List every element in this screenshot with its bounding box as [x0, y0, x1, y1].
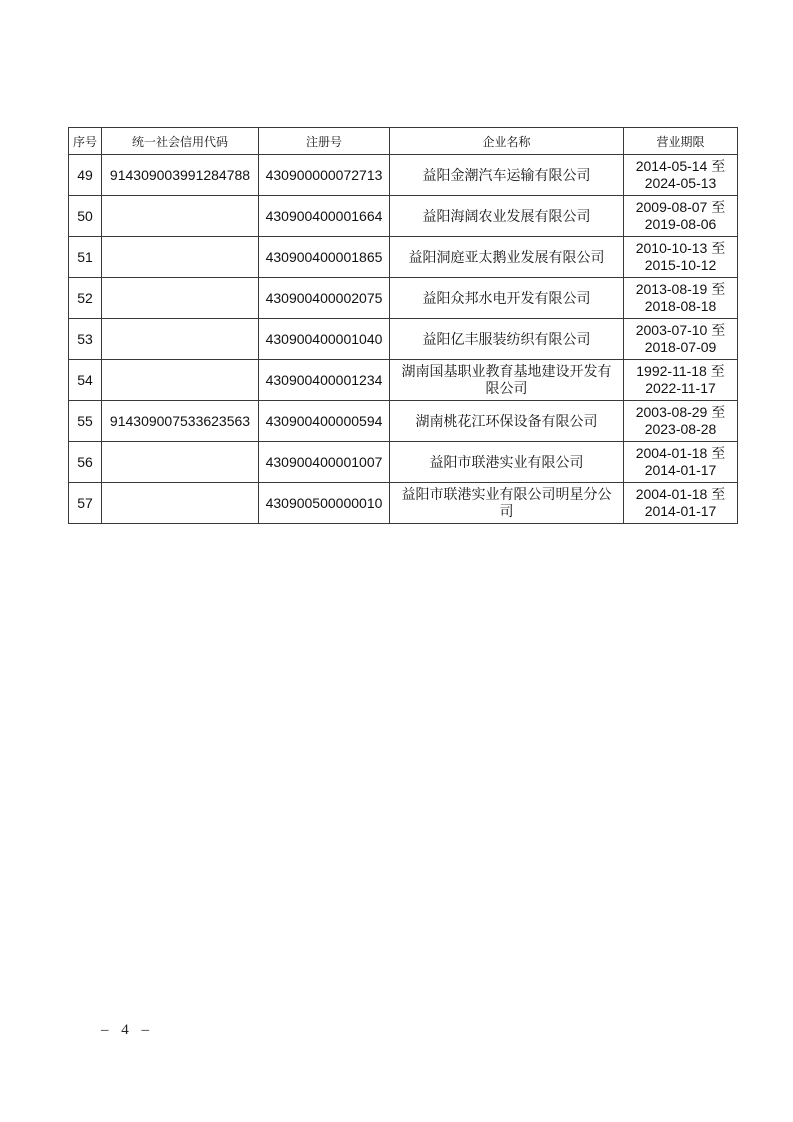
table-header-row	[69, 128, 738, 155]
reg-no-cell: 430900400002075	[259, 278, 390, 319]
term-start: 2010-10-13 至	[635, 240, 726, 256]
table-row	[69, 319, 738, 360]
term-start: 2014-05-14 至	[635, 158, 726, 174]
term-end: 2024-05-13	[644, 175, 717, 191]
term-start: 2009-08-07 至	[635, 199, 726, 215]
term-end: 2022-11-17	[645, 380, 716, 396]
credit-code-cell	[102, 237, 259, 278]
term-start: 2004-01-18 至	[635, 486, 726, 502]
credit-code-cell	[102, 442, 259, 483]
term-cell	[624, 155, 738, 196]
company-name-cell: 益阳市联港实业有限公司	[390, 442, 624, 483]
term-start: 2004-01-18 至	[635, 445, 726, 461]
term-cell	[624, 278, 738, 319]
serial-cell: 52	[69, 278, 102, 319]
reg-no-cell: 430900500000010	[259, 483, 390, 524]
header-business-term: 营业期限	[624, 128, 738, 155]
header-serial-number: 序号	[69, 128, 102, 155]
term-start: 2003-07-10 至	[635, 322, 726, 338]
header-unified-credit-code: 统一社会信用代码	[102, 128, 259, 155]
header-registration-number: 注册号	[259, 128, 390, 155]
term-cell	[624, 319, 738, 360]
serial-cell: 50	[69, 196, 102, 237]
term-cell	[624, 401, 738, 442]
term-cell	[624, 196, 738, 237]
reg-no-cell: 430900000072713	[259, 155, 390, 196]
term-start: 1992-11-18 至	[636, 363, 725, 379]
credit-code-cell	[102, 319, 259, 360]
term-start: 2003-08-29 至	[635, 404, 726, 420]
term-cell	[624, 442, 738, 483]
serial-cell: 51	[69, 237, 102, 278]
term-end: 2023-08-28	[644, 421, 717, 437]
table-row	[69, 360, 738, 401]
serial-cell: 55	[69, 401, 102, 442]
company-name-cell: 益阳海阔农业发展有限公司	[390, 196, 624, 237]
company-name-cell: 湖南桃花江环保设备有限公司	[390, 401, 624, 442]
term-cell	[624, 237, 738, 278]
term-end: 2019-08-06	[644, 216, 717, 232]
term-end: 2014-01-17	[644, 462, 717, 478]
company-name-cell: 益阳众邦水电开发有限公司	[390, 278, 624, 319]
term-end: 2014-01-17	[644, 503, 717, 519]
company-name-cell: 益阳亿丰服装纺织有限公司	[390, 319, 624, 360]
credit-code-cell	[102, 196, 259, 237]
reg-no-cell: 430900400000594	[259, 401, 390, 442]
credit-code-cell: 914309007533623563	[102, 401, 259, 442]
table-row	[69, 155, 738, 196]
reg-no-cell: 430900400001664	[259, 196, 390, 237]
credit-code-cell	[102, 278, 259, 319]
serial-cell: 53	[69, 319, 102, 360]
term-end: 2018-07-09	[644, 339, 717, 355]
credit-code-cell	[102, 360, 259, 401]
serial-cell: 56	[69, 442, 102, 483]
reg-no-cell: 430900400001234	[259, 360, 390, 401]
company-registration-table	[68, 127, 738, 524]
term-end: 2015-10-12	[644, 257, 717, 273]
table-row	[69, 278, 738, 319]
company-name-cell: 湖南国基职业教育基地建设开发有限公司	[390, 360, 624, 401]
company-name-cell: 益阳市联港实业有限公司明星分公司	[390, 483, 624, 524]
serial-cell: 54	[69, 360, 102, 401]
page-number: – 4 –	[101, 1022, 149, 1038]
serial-cell: 57	[69, 483, 102, 524]
reg-no-cell: 430900400001040	[259, 319, 390, 360]
table-row	[69, 401, 738, 442]
term-cell	[624, 360, 738, 401]
reg-no-cell: 430900400001865	[259, 237, 390, 278]
table-row	[69, 196, 738, 237]
term-start: 2013-08-19 至	[635, 281, 726, 297]
credit-code-cell	[102, 483, 259, 524]
header-company-name: 企业名称	[390, 128, 624, 155]
table-row	[69, 483, 738, 524]
company-name-cell: 益阳洞庭亚太鹅业发展有限公司	[390, 237, 624, 278]
table-row	[69, 442, 738, 483]
serial-cell: 49	[69, 155, 102, 196]
table-row	[69, 237, 738, 278]
reg-no-cell: 430900400001007	[259, 442, 390, 483]
credit-code-cell: 914309003991284788	[102, 155, 259, 196]
term-cell	[624, 483, 738, 524]
term-end: 2018-08-18	[644, 298, 717, 314]
company-name-cell: 益阳金潮汽车运输有限公司	[390, 155, 624, 196]
